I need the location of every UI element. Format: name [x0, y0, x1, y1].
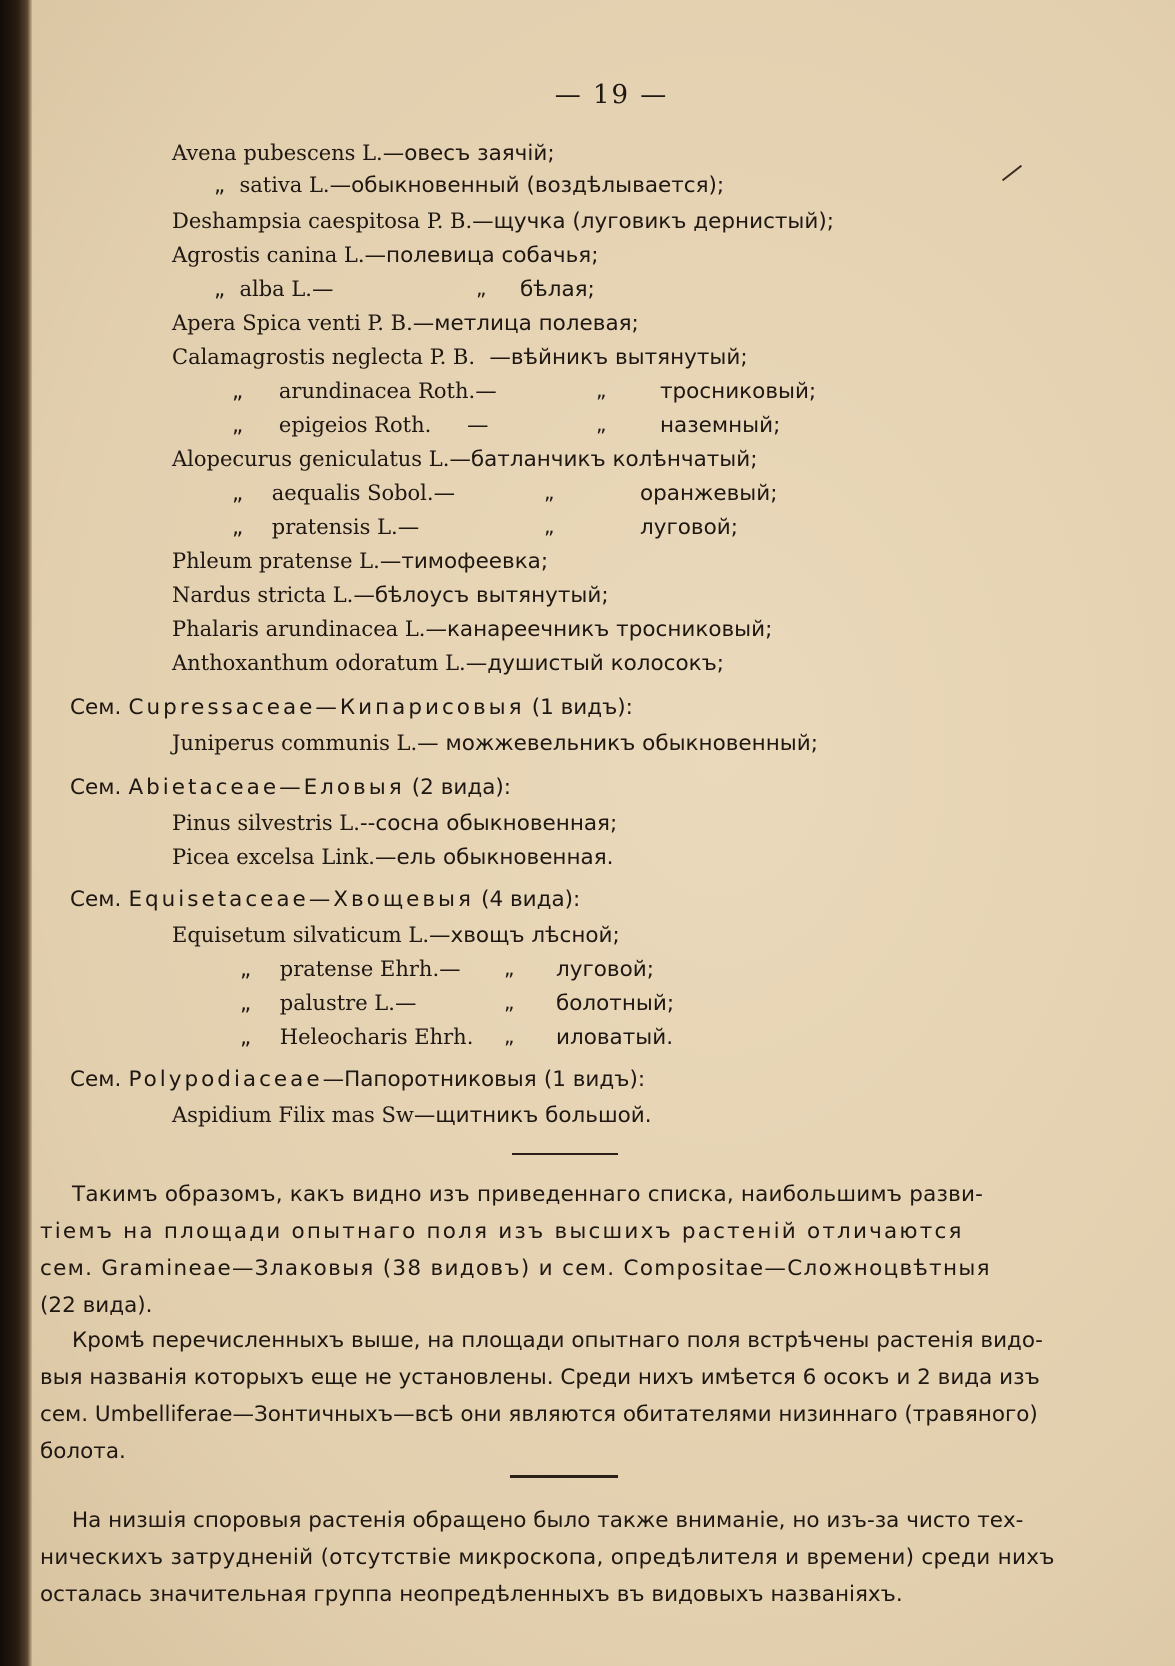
species-entry: Equisetum silvaticum L.—хвощъ лѣсной;	[172, 923, 620, 948]
paragraph	[40, 1502, 1125, 1613]
species-entry: „ aequalis Sobol.—	[232, 481, 456, 506]
species-entry: Aspidium Filix mas Sw—щитникъ большой.	[172, 1103, 652, 1128]
paragraph	[40, 1322, 1125, 1470]
ditto-mark: „	[544, 514, 555, 538]
paragraph-line: Такимъ образомъ, какъ видно изъ приведеннаго списка, наибольшимъ разви-	[72, 1182, 984, 1207]
species-entry: Alopecurus geniculatus L.—батланчикъ колѣнчатый;	[172, 447, 758, 472]
species-entry: „ epigeios Roth. —	[232, 413, 489, 438]
page-number: — 19 —	[554, 80, 669, 110]
species-entry: Avena pubescens L.—овесъ заячій;	[172, 141, 555, 166]
species-entry: Picea excelsa Link.—ель обыкновенная.	[172, 845, 614, 870]
species-entry: Nardus stricta L.—бѣлоусъ вытянутый;	[172, 583, 609, 608]
paragraph-line: ническихъ затрудненій (отсутствіе микроскопа, опредѣлителя и времени) среди нихъ	[40, 1545, 1055, 1570]
species-entry: Anthoxanthum odoratum L.—душистый колосокъ;	[172, 651, 725, 676]
species-russian-name: иловатый.	[556, 1025, 674, 1050]
species-entry: „ Heleocharis Ehrh.	[240, 1025, 474, 1050]
ditto-mark: „	[596, 378, 607, 402]
paragraph-line: сем. Gramineae—Злаковыя (38 видовъ) и сем. Compositae—Сложноцвѣтныя	[40, 1256, 991, 1281]
family-heading: Сем. Polypodiaceae—Папоротниковыя (1 видъ):	[70, 1067, 646, 1092]
species-entry: Agrostis canina L.—полевица собачья;	[172, 243, 599, 268]
species-entry: „ arundinacea Roth.—	[232, 379, 497, 404]
ditto-mark: „	[504, 956, 515, 980]
ditto-mark: „	[476, 276, 487, 300]
paragraph-line: болота.	[40, 1439, 126, 1464]
paragraph-line: тіемъ на площади опытнаго поля изъ высшихъ растеній отличаются	[40, 1219, 964, 1244]
section-divider	[510, 1475, 618, 1478]
species-entry: Calamagrostis neglecta P. B. —вѣйникъ вытянутый;	[172, 345, 748, 370]
paragraph-line: выя названія которыхъ еще не установлены. Среди нихъ имѣется 6 осокъ и 2 вида изъ	[40, 1365, 1040, 1390]
paragraph-line: (22 вида).	[40, 1293, 153, 1318]
species-entry: Phalaris arundinacea L.—канареечникъ тросниковый;	[172, 617, 773, 642]
species-russian-name: оранжевый;	[640, 481, 778, 506]
ditto-mark: „	[596, 412, 607, 436]
paragraph-line: На низшія споровыя растенія обращено было также вниманіе, но изъ-за чисто тех-	[72, 1508, 1024, 1533]
section-divider	[512, 1153, 618, 1155]
species-entry: Deshampsia caespitosa P. B.—щучка (луговикъ дернистый);	[172, 209, 834, 234]
species-russian-name: луговой;	[556, 957, 654, 982]
book-spine-shadow	[0, 0, 32, 1666]
paragraph-line: осталась значительная группа неопредѣленныхъ въ видовыхъ названіяхъ.	[40, 1582, 903, 1607]
species-russian-name: болотный;	[556, 991, 675, 1016]
paragraph-line: сем. Umbelliferae—Зонтичныхъ—всѣ они являются обитателями низиннаго (травяного)	[40, 1402, 1038, 1427]
species-entry: „ sativa L.—обыкновенный (воздѣлывается);	[214, 173, 725, 198]
family-heading: Сем. Cupressaceae—Кипарисовыя (1 видъ):	[70, 695, 633, 720]
species-entry: „ pratense Ehrh.—	[240, 957, 461, 982]
paragraph-line: Кромѣ перечисленныхъ выше, на площади опытнаго поля встрѣчены растенія видо-	[72, 1328, 1043, 1353]
species-russian-name: луговой;	[640, 515, 738, 540]
species-russian-name: тросниковый;	[660, 379, 817, 404]
family-heading: Сем. Equisetaceae—Хвощевыя (4 вида):	[70, 887, 581, 912]
species-russian-name: наземный;	[660, 413, 781, 438]
species-entry: „ palustre L.—	[240, 991, 417, 1016]
species-russian-name: бѣлая;	[520, 277, 595, 302]
ditto-mark: „	[544, 480, 555, 504]
ditto-mark: „	[504, 1024, 515, 1048]
species-entry: Phleum pratense L.—тимофеевка;	[172, 549, 549, 574]
ditto-mark: „	[504, 990, 515, 1014]
paragraph	[40, 1176, 1125, 1324]
species-entry: „ pratensis L.—	[232, 515, 420, 540]
species-entry: Juniperus communis L.— можжевельникъ обыкновенный;	[172, 731, 818, 756]
species-entry: Pinus silvestris L.--сосна обыкновенная;	[172, 811, 618, 836]
species-entry: „ alba L.—	[214, 277, 334, 302]
species-entry: Apera Spica venti P. B.—метлица полевая;	[172, 311, 639, 336]
family-heading: Сем. Abietaceae—Еловыя (2 вида):	[70, 775, 512, 800]
